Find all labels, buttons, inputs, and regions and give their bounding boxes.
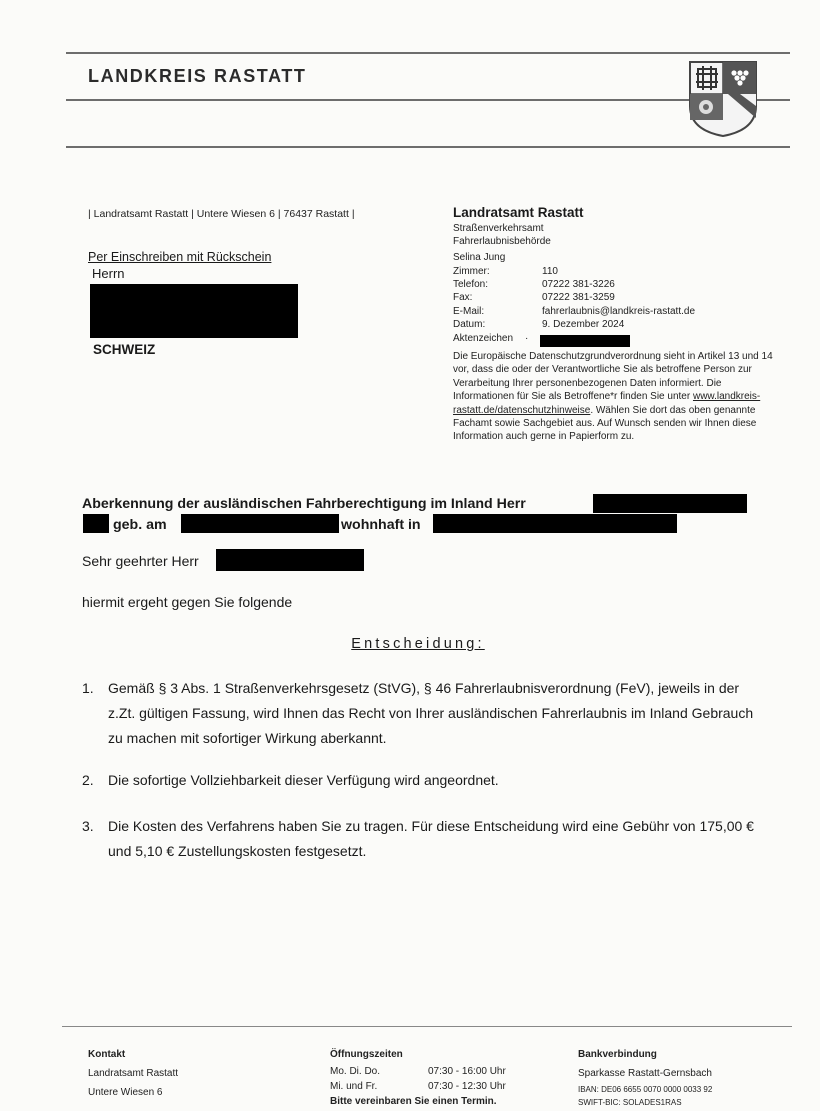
footer-contact-line2: Untere Wiesen 6	[88, 1087, 163, 1098]
subject-line-1: Aberkennung der ausländischen Fahrberechtigung im Inland Herr	[82, 496, 526, 512]
office-person: Selina Jung	[453, 252, 506, 263]
phone-value: 07222 381-3226	[542, 279, 615, 290]
hours-time: 07:30 - 16:00 Uhr	[428, 1066, 506, 1077]
email-value: fahrerlaubnis@landkreis-rastatt.de	[542, 306, 696, 317]
room-label: Zimmer:	[453, 266, 490, 277]
subject-name-redaction	[593, 494, 747, 513]
footer-bank-bic: SWIFT-BIC: SOLADES1RAS	[578, 1098, 682, 1107]
subject-residence-redaction	[433, 514, 677, 533]
footer-bank-heading: Bankverbindung	[578, 1049, 657, 1060]
subject-residence-label: wohnhaft in	[341, 517, 421, 533]
footer-hours-row	[330, 1079, 530, 1094]
header-top-rule	[66, 52, 790, 54]
privacy-link[interactable]: www.landkreis-rastatt.de/datenschutzhinweise	[453, 391, 761, 416]
email-label: E-Mail:	[453, 306, 485, 317]
item-number: 1.	[82, 680, 94, 696]
subject-birthdate-redaction	[181, 514, 339, 533]
privacy-text-1: Die Europäische Datenschutzgrundverordnung sieht in Artikel 13 und 14 vor, dass die oder der Verantwortliche Sie als betroffene Person zur Verarbeitung Ihrer personenbezogenen Daten informiert. Die Informationen für Sie als Betroffene*r finden Sie unter	[453, 351, 773, 403]
phone-label: Telefon:	[453, 279, 489, 290]
item-text: Die sofortige Vollziehbarkeit dieser Verfügung wird angeordnet.	[108, 772, 499, 788]
letter-salutation: Sehr geehrter Herr	[82, 553, 199, 569]
hours-time: 07:30 - 12:30 Uhr	[428, 1081, 506, 1092]
footer-bank	[578, 1045, 712, 1109]
coat-of-arms-logo	[688, 60, 758, 138]
date-value: 9. Dezember 2024	[542, 319, 625, 330]
footer-bank-iban: IBAN: DE06 6655 0070 0000 0033 92	[578, 1085, 713, 1094]
brand-name: LANDKREIS RASTATT	[88, 66, 307, 86]
decision-heading: Entscheidung:	[351, 636, 485, 652]
letter-subject	[82, 493, 526, 515]
footer-bank-name: Sparkasse Rastatt-Gernsbach	[578, 1068, 712, 1079]
recipient-country: SCHWEIZ	[93, 342, 156, 357]
footer-rule	[62, 1026, 792, 1027]
footer-hours-note: Bitte vereinbaren Sie einen Termin.	[330, 1096, 497, 1107]
sender-return-line: | Landratsamt Rastatt | Untere Wiesen 6 | 76437 Rastatt |	[88, 208, 355, 220]
item-number: 3.	[82, 818, 94, 834]
header-bottom-rule	[66, 146, 790, 148]
office-title: Landratsamt Rastatt	[453, 205, 584, 220]
privacy-text-2: . Wählen Sie dort das oben genannte Fachamt sowie Sachgebiet aus. Auf Wunsch senden wir Ihnen diese Information auch gerne in Papierform zu.	[453, 404, 757, 443]
salutation-name-redaction	[216, 549, 364, 571]
decision-item-3	[82, 814, 762, 864]
footer-contact-heading: Kontakt	[88, 1049, 126, 1060]
hours-days: Mo. Di. Do.	[330, 1066, 381, 1077]
subject-birth-label: geb. am	[113, 517, 167, 533]
recipient-salutation: Herrn	[92, 266, 125, 281]
subject-firstname-redaction	[83, 514, 109, 533]
footer-hours-heading: Öffnungszeiten	[330, 1049, 403, 1060]
room-value: 110	[542, 266, 558, 277]
footer-hours	[330, 1045, 530, 1109]
file-number-redaction	[540, 335, 630, 347]
office-department: Straßenverkehrsamt	[453, 223, 544, 234]
footer-contact	[88, 1045, 178, 1102]
file-number-dot: ·	[525, 333, 529, 344]
item-number: 2.	[82, 772, 94, 788]
date-label: Datum:	[453, 319, 486, 330]
footer-contact-line1: Landratsamt Rastatt	[88, 1068, 179, 1079]
header-middle-rule	[66, 99, 790, 101]
delivery-note: Per Einschreiben mit Rückschein	[88, 250, 272, 264]
office-unit: Fahrerlaubnisbehörde	[453, 236, 551, 247]
recipient-address-redaction	[90, 284, 298, 338]
letter-intro: hiermit ergeht gegen Sie folgende	[82, 594, 293, 610]
footer-hours-row	[330, 1064, 530, 1079]
item-text: Gemäß § 3 Abs. 1 Straßenverkehrsgesetz (StVG), § 46 Fahrerlaubnisverordnung (FeV), jeweils in der z.Zt. gültigen Fassung, wird Ihnen das Recht von Ihrer ausländischen Fahrerlaubnis im Inland Gebrauch zu machen mit sofortiger Wirkung aberkannt.	[108, 680, 754, 746]
item-text: Die Kosten des Verfahrens haben Sie zu tragen. Für diese Entscheidung wird eine Gebühr von 175,00 € und 5,10 € Zustellungskosten festgesetzt.	[108, 818, 754, 859]
fax-value: 07222 381-3259	[542, 292, 615, 303]
decision-item-2	[82, 768, 762, 793]
privacy-notice	[453, 350, 783, 444]
hours-days: Mi. und Fr.	[330, 1081, 378, 1092]
decision-item-1	[82, 676, 762, 751]
file-number-label: Aktenzeichen	[453, 333, 514, 344]
fax-label: Fax:	[453, 292, 473, 303]
